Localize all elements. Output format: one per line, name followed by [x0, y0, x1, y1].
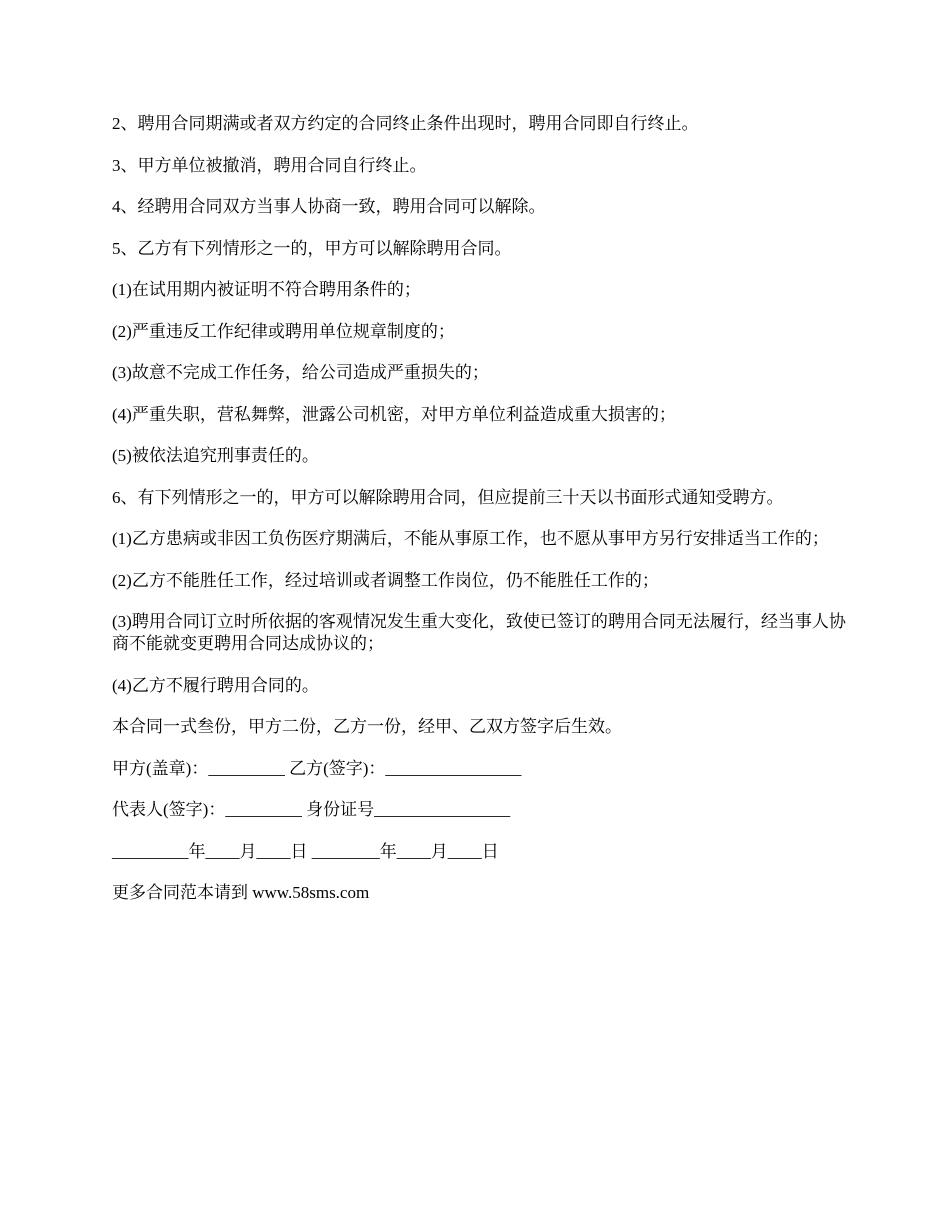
signature-parties-line: 甲方(盖章)：_________ 乙方(签字)：________________ [112, 758, 522, 778]
clause-5-item-4: (4)严重失职，营私舞弊，泄露公司机密，对甲方单位利益造成重大损害的； [112, 404, 676, 424]
signature-representative-line: 代表人(签字)：_________ 身份证号________________ [112, 800, 511, 819]
clause-6: 6、有下列情形之一的，甲方可以解除聘用合同，但应提前三十天以书面形式通知受聘方。 [112, 487, 784, 507]
clause-6-item-3: (3)聘用合同订立时所依据的客观情况发生重大变化，致使已签订的聘用合同无法履行，经当事人协商不能就变更聘用合同达成协议的； [112, 612, 846, 653]
clause-6-item-2: (2)乙方不能胜任工作，经过培训或者调整工作岗位，仍不能胜任工作的； [112, 570, 659, 590]
clause-5-item-5: (5)被依法追究刑事责任的。 [112, 446, 319, 465]
clause-3: 3、甲方单位被撤消，聘用合同自行终止。 [112, 155, 427, 175]
footer-note: 更多合同范本请到 www.58sms.com [112, 883, 370, 902]
signature-date-line: _________年____月____日 ________年____月____日 [112, 841, 499, 861]
clause-5-item-1: (1)在试用期内被证明不符合聘用条件的； [112, 280, 421, 299]
clause-4: 4、经聘用合同双方当事人协商一致，聘用合同可以解除。 [112, 197, 546, 216]
clause-2: 2、聘用合同期满或者双方约定的合同终止条件出现时，聘用合同即自行终止。 [112, 114, 699, 133]
clause-6-item-4: (4)乙方不履行聘用合同的。 [112, 675, 319, 695]
clause-6-item-1: (1)乙方患病或非因工负伤医疗期满后，不能从事原工作，也不愿从事甲方另行安排适当工作的； [112, 529, 829, 548]
document-body [112, 111, 850, 922]
copies-clause: 本合同一式叁份，甲方二份，乙方一份，经甲、乙双方签字后生效。 [112, 717, 622, 736]
clause-5: 5、乙方有下列情形之一的，甲方可以解除聘用合同。 [112, 238, 512, 258]
clause-5-item-2: (2)严重违反工作纪律或聘用单位规章制度的； [112, 321, 455, 341]
clause-5-item-3: (3)故意不完成工作任务，给公司造成严重损失的； [112, 363, 489, 382]
